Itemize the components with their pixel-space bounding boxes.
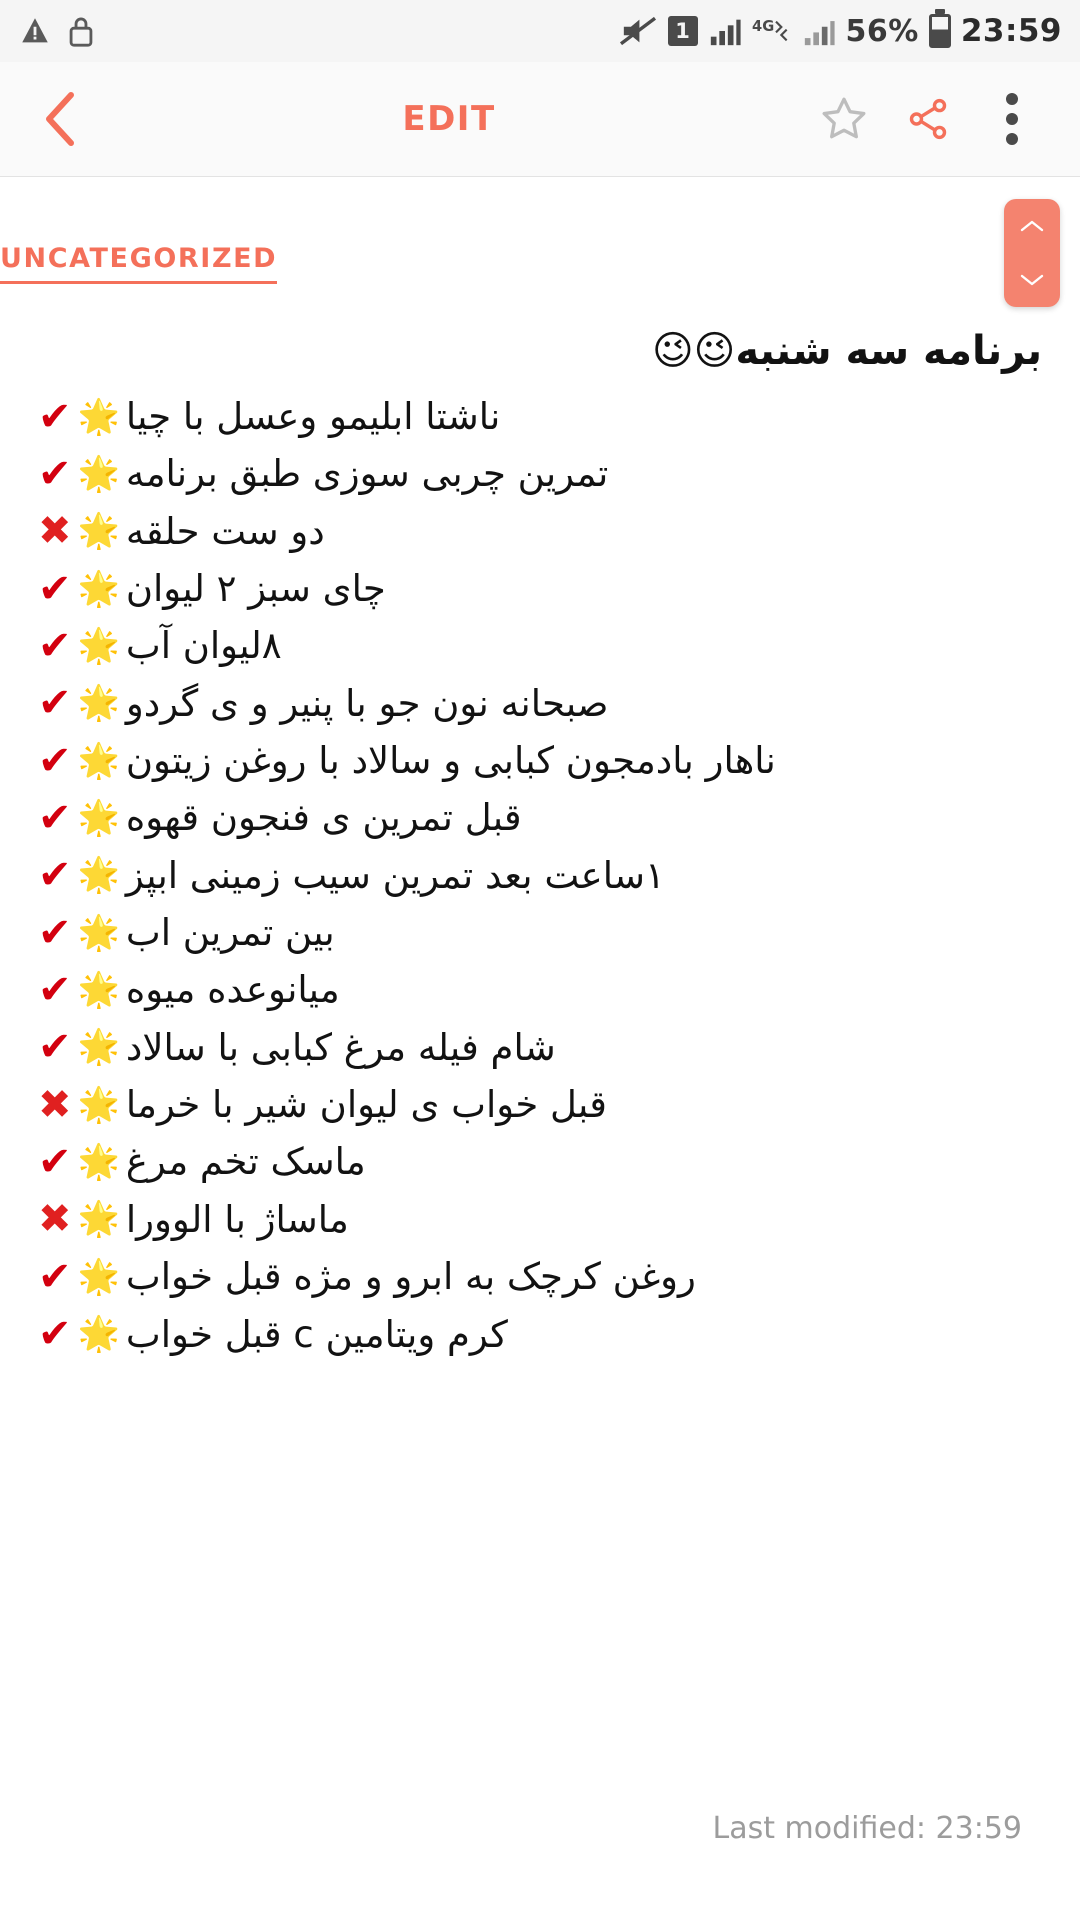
note-line[interactable] xyxy=(38,904,1042,961)
check-icon: ✔ xyxy=(38,795,72,842)
status-bar-right xyxy=(618,13,1063,49)
note-line[interactable] xyxy=(38,617,1042,674)
note-line[interactable] xyxy=(38,1019,1042,1076)
last-modified-label: Last modified: 23:59 xyxy=(712,1811,1022,1846)
note-line[interactable] xyxy=(38,1191,1042,1248)
category-label[interactable]: UNCATEGORIZED xyxy=(0,243,277,284)
check-icon: ✔ xyxy=(38,1253,72,1300)
warning-icon xyxy=(18,14,52,48)
battery-percent: 56% xyxy=(845,13,919,49)
check-icon: ✔ xyxy=(38,565,72,612)
note-body[interactable] xyxy=(0,378,1080,1363)
note-line[interactable] xyxy=(38,1076,1042,1133)
back-arrow-icon xyxy=(41,91,81,147)
sim-badge: 1 xyxy=(668,16,698,46)
check-icon: ✔ xyxy=(38,1311,72,1358)
cross-icon: ✖ xyxy=(38,508,72,555)
share-icon xyxy=(905,96,951,142)
network-type-label xyxy=(752,14,792,48)
check-icon: ✔ xyxy=(38,909,72,956)
sparkle-icon: 🌟 xyxy=(77,1142,120,1183)
check-icon: ✔ xyxy=(38,737,72,784)
sparkle-icon: 🌟 xyxy=(77,683,120,724)
note-line-text: تمرین چربی سوزی طبق برنامه xyxy=(125,452,609,496)
note-content xyxy=(0,177,1080,1920)
sparkle-icon: 🌟 xyxy=(77,855,120,896)
sparkle-icon: 🌟 xyxy=(77,511,120,552)
sparkle-icon: 🌟 xyxy=(77,1199,120,1240)
note-line-text: ۱ساعت بعد تمرین سیب زمینی ابپز xyxy=(125,853,665,897)
note-line-text: میانوعده میوه xyxy=(125,968,340,1012)
note-line-text: چای سبز ۲ لیوان xyxy=(125,567,386,611)
note-line[interactable] xyxy=(38,388,1042,445)
status-bar xyxy=(0,0,1080,62)
svg-text:4G: 4G xyxy=(751,18,774,35)
note-line[interactable] xyxy=(38,732,1042,789)
note-line-text: شام فیله مرغ کبابی با سالاد xyxy=(125,1025,556,1069)
sparkle-icon: 🌟 xyxy=(77,1314,120,1355)
note-line-text: قبل خواب ی لیوان شیر با خرما xyxy=(125,1083,607,1127)
note-line-text: ناشتا ابلیمو وعسل با چیا xyxy=(125,395,501,438)
sparkle-icon: 🌟 xyxy=(77,912,120,953)
note-line-text: ۸لیوان آب xyxy=(125,624,282,668)
note-line[interactable] xyxy=(38,503,1042,560)
sparkle-icon: 🌟 xyxy=(77,1027,120,1068)
check-icon: ✔ xyxy=(38,1024,72,1071)
scroll-control[interactable] xyxy=(1004,199,1060,307)
note-line-text: دو ست حلقه xyxy=(125,509,325,553)
sparkle-icon: 🌟 xyxy=(77,454,120,495)
share-button[interactable] xyxy=(886,77,970,161)
note-line-text: ماساژ با الوورا xyxy=(125,1197,349,1241)
sparkle-icon: 🌟 xyxy=(77,626,120,667)
back-button[interactable] xyxy=(26,84,96,154)
check-icon: ✔ xyxy=(38,852,72,899)
note-line[interactable] xyxy=(38,1248,1042,1305)
note-line-text: صبحانه نون جو با پنیر و ی گردو xyxy=(125,681,609,725)
check-icon: ✔ xyxy=(38,623,72,670)
note-line[interactable] xyxy=(38,961,1042,1018)
star-outline-icon xyxy=(819,94,869,144)
note-line[interactable] xyxy=(38,1306,1042,1363)
sparkle-icon: 🌟 xyxy=(77,396,120,437)
note-line-text: ناهار بادمجون کبابی و سالاد با روغن زیتون xyxy=(125,739,776,783)
battery-icon xyxy=(929,14,951,48)
app-bar xyxy=(0,62,1080,177)
check-icon: ✔ xyxy=(38,451,72,498)
note-line-text: کرم ویتامین c قبل خواب xyxy=(125,1312,508,1356)
status-clock: 23:59 xyxy=(960,13,1062,49)
check-icon: ✔ xyxy=(38,1139,72,1186)
check-icon: ✔ xyxy=(38,680,72,727)
overflow-menu-button[interactable] xyxy=(970,77,1054,161)
sparkle-icon: 🌟 xyxy=(77,1256,120,1297)
cross-icon: ✖ xyxy=(38,1081,72,1128)
signal-bars-icon xyxy=(708,14,742,48)
favorite-button[interactable] xyxy=(802,77,886,161)
note-line-text: روغن کرچک به ابرو و مژه قبل خواب xyxy=(125,1255,696,1299)
sparkle-icon: 🌟 xyxy=(77,1084,120,1125)
chevron-down-icon[interactable] xyxy=(1019,267,1045,293)
note-line[interactable] xyxy=(38,560,1042,617)
more-vertical-icon xyxy=(1004,91,1020,147)
note-line-text: بین تمرین اب xyxy=(125,911,335,955)
cross-icon: ✖ xyxy=(38,1196,72,1243)
note-line-text: قبل تمرین ی فنجون قهوه xyxy=(125,796,522,840)
note-line-text: ماسک تخم مرغ xyxy=(125,1140,366,1184)
sparkle-icon: 🌟 xyxy=(77,798,120,839)
lock-icon xyxy=(66,14,96,48)
note-line[interactable] xyxy=(38,445,1042,502)
sparkle-icon: 🌟 xyxy=(77,970,120,1011)
page-title: EDIT xyxy=(402,99,496,139)
note-line[interactable] xyxy=(38,789,1042,846)
sparkle-icon: 🌟 xyxy=(77,740,120,781)
check-icon: ✔ xyxy=(38,393,72,440)
note-line[interactable] xyxy=(38,675,1042,732)
sparkle-icon: 🌟 xyxy=(77,568,120,609)
note-title[interactable]: برنامه سه شنبه😉😉 xyxy=(651,328,1042,374)
note-line[interactable] xyxy=(38,1133,1042,1190)
note-line[interactable] xyxy=(38,847,1042,904)
status-bar-left xyxy=(18,14,96,48)
check-icon: ✔ xyxy=(38,967,72,1014)
signal-bars-icon-secondary xyxy=(802,14,836,48)
chevron-up-icon[interactable] xyxy=(1019,213,1045,239)
mute-icon xyxy=(618,14,658,48)
